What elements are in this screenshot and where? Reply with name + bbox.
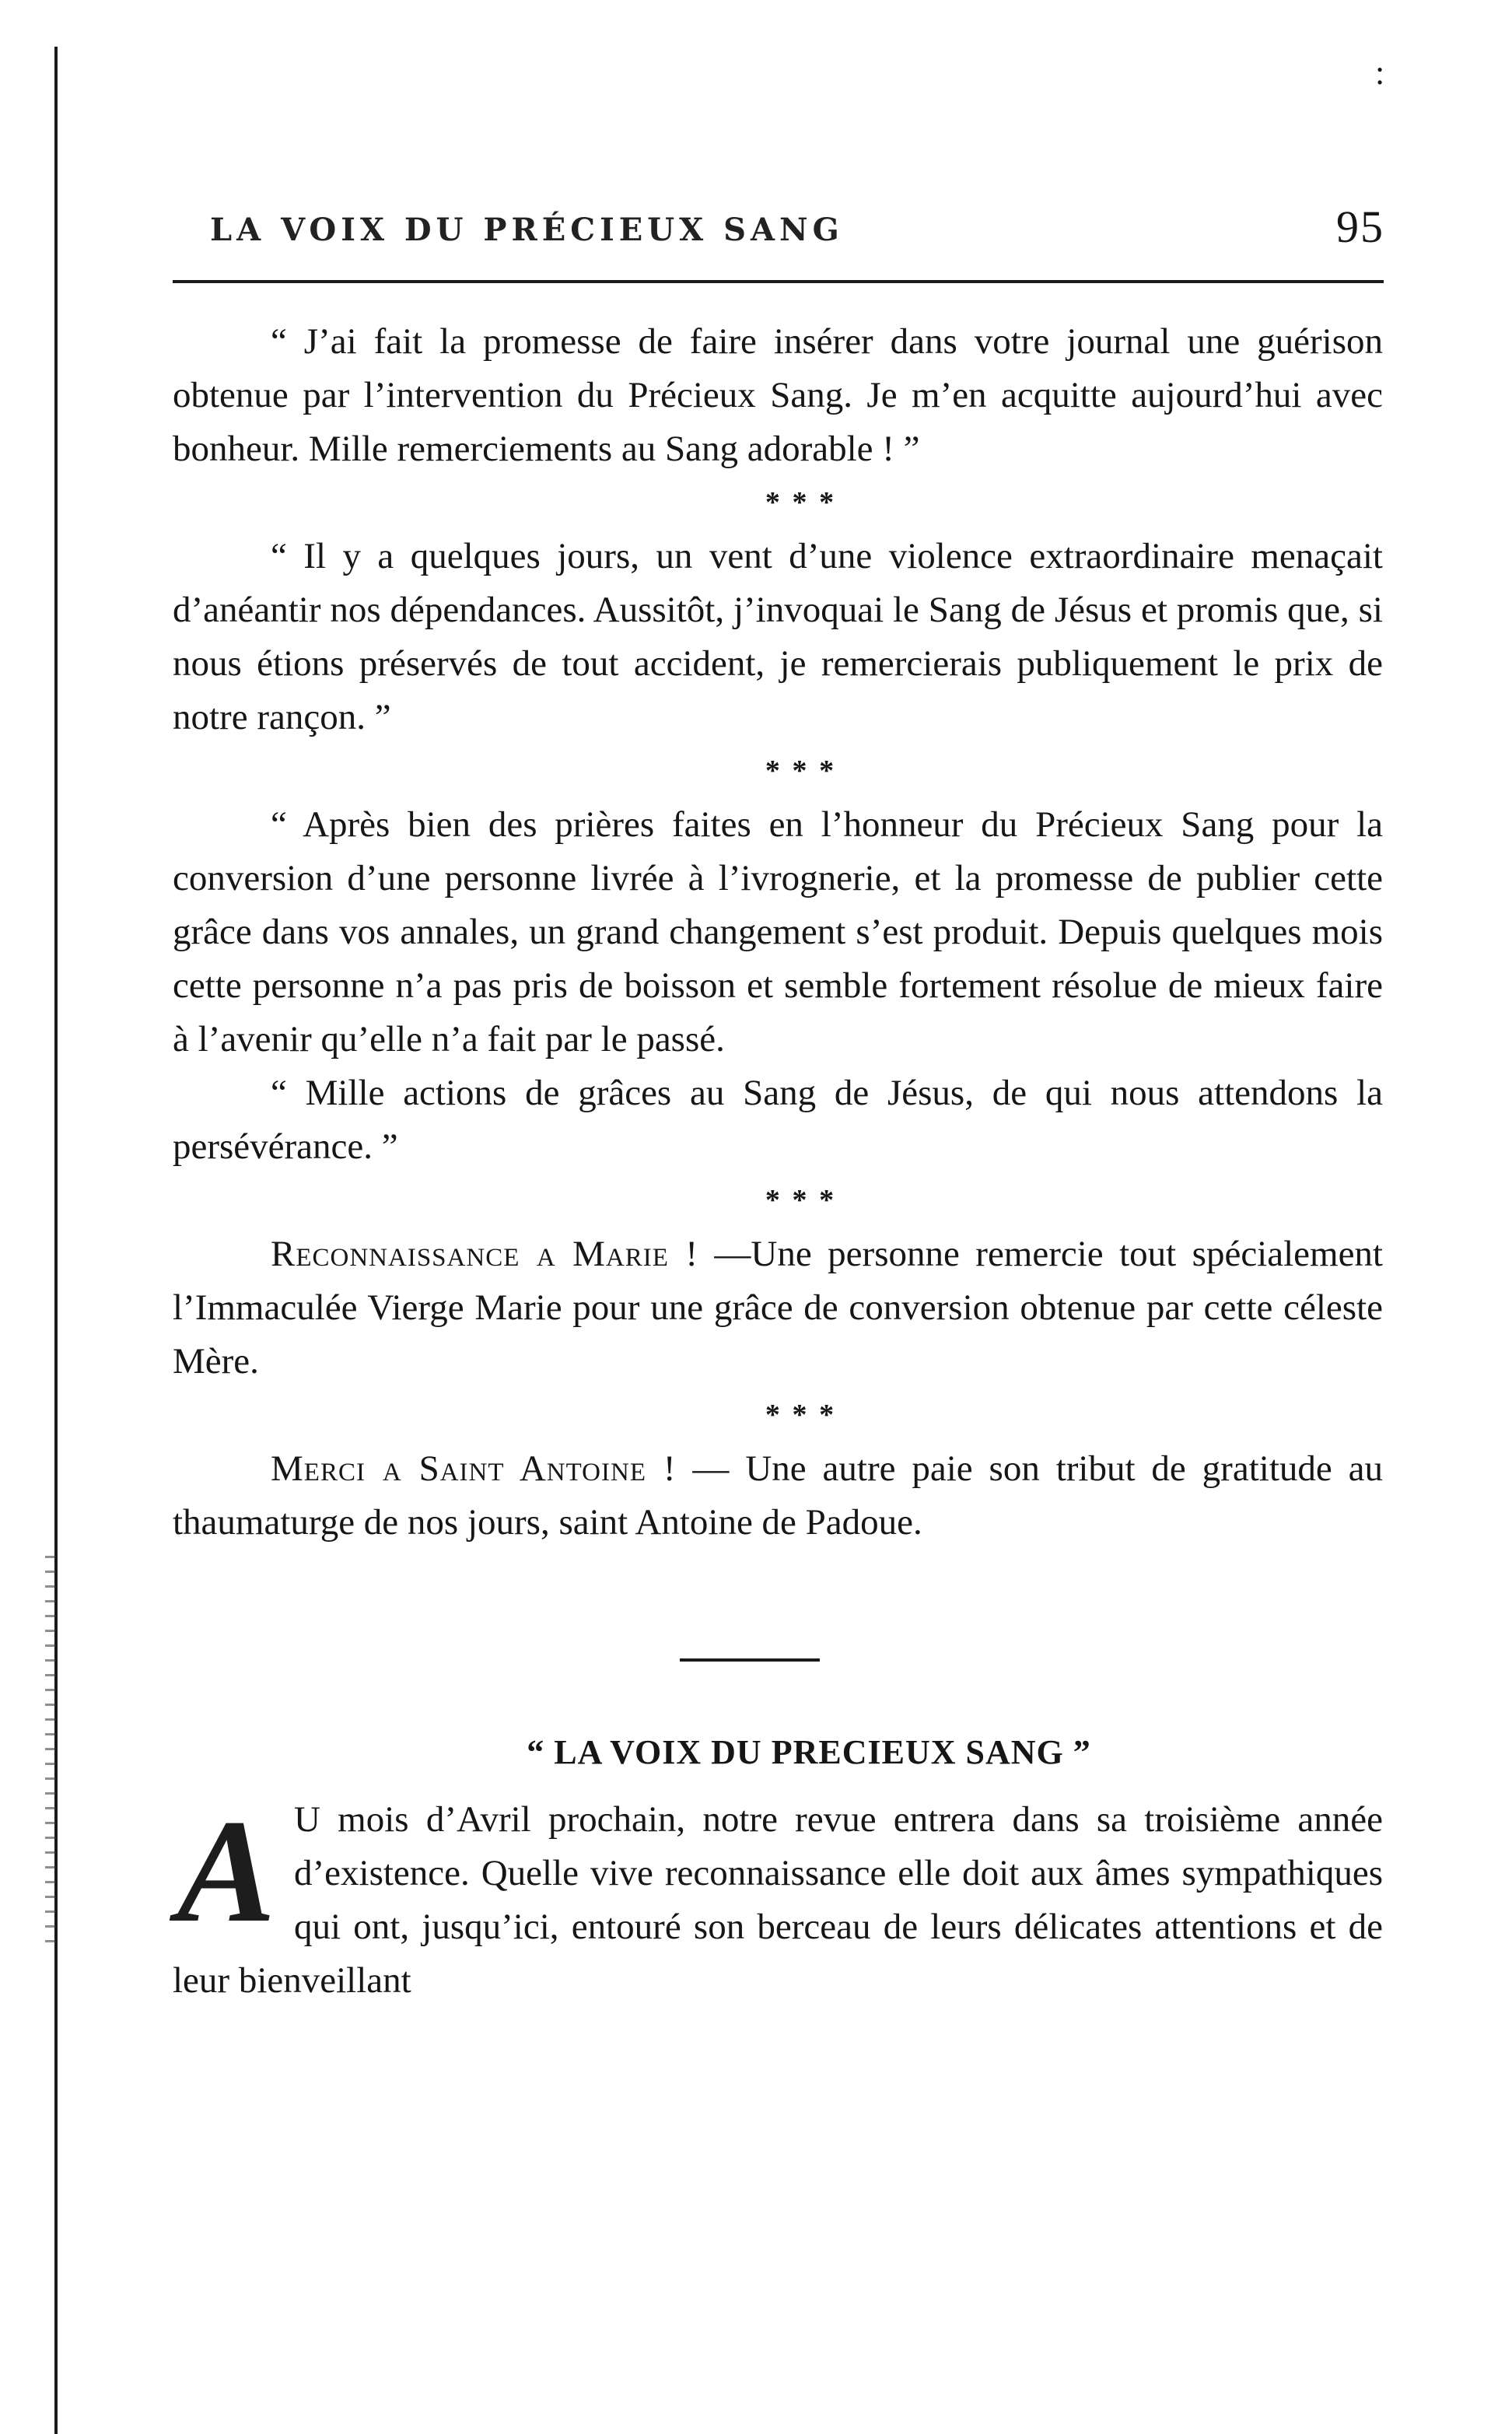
testimony-paragraph: “ Il y a quelques jours, un vent d’une violence extraordinaire menaçait d’anéantir nos dépendances. Aussitôt, j’invoquai le Sang de Jésus et promis que, si nous étions préservés de tout accident, je remercierais publiquement le prix de notre rançon. ” [173,536,1383,737]
reconnaissance-heading: Reconnaissance a Marie ! [271,1234,698,1274]
section-text: U mois d’Avril prochain, notre revue entrera dans sa troisième année d’existence. Quelle vive reconnaissance elle doit aux âmes sympathiques qui ont, jusqu’ici, entouré son berceau de leurs délicates attentions et de leur bienveillant [173,1799,1383,2001]
running-head: LA VOIX DU PRÉCIEUX SANG [210,212,844,248]
asterism-separator: * * * [765,486,838,519]
section-paragraph [173,1790,1383,2008]
testimony-paragraph: “ Mille actions de grâces au Sang de Jésus, de qui nous attendons la persévérance. ” [173,1073,1383,1167]
page-number: 95 [1336,201,1384,252]
asterism-separator: * * * [765,755,838,787]
merci-text: — Une autre paie son tribut de gratitude au thaumaturge de nos jours, saint Antoine de Padoue. [173,1448,1383,1543]
reconnaissance-paragraph [173,1228,1383,1389]
section-title: “ LA VOIX DU PRECIEUX SANG ” [527,1733,1091,1771]
ornamental-drop-cap: A [177,1790,276,1953]
page-header [179,194,1384,272]
page-body [173,315,1383,2008]
merci-heading: Merci a Saint Antoine ! [271,1448,677,1489]
asterism-separator: * * * [765,1184,838,1217]
section-divider [680,1658,820,1662]
header-rule [173,280,1384,283]
binding-edge-rule [54,47,58,2434]
asterism-separator: * * * [765,1399,838,1431]
testimony-paragraph: “ Après bien des prières faites en l’honneur du Précieux Sang pour la conversion d’une personne livrée à l’ivrognerie, et la promesse de publier cette grâce dans vos annales, un grand changement s’est produit. Depuis quelques mois cette personne n’a pas pris de boisson et semble fortement résolue de mieux faire à l’avenir qu’elle n’a fait par le passé. [173,804,1383,1059]
corner-mark: : [1375,54,1385,92]
merci-paragraph [173,1442,1383,1550]
binding-stitch-marks [45,1556,56,1945]
testimony-paragraph: “ J’ai fait la promesse de faire insérer dans votre journal une guérison obtenue par l’intervention du Précieux Sang. Je m’en acquitte aujourd’hui avec bonheur. Mille remerciements au Sang adorable ! ” [173,321,1383,469]
reconnaissance-text: —Une personne remercie tout spécialement l’Immaculée Vierge Marie pour une grâce de conversion obtenue par cette céleste Mère. [173,1234,1383,1382]
